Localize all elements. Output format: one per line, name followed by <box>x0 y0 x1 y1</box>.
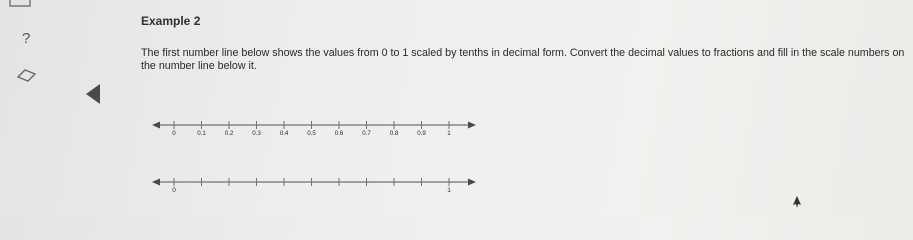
decimal-line-left-arrow <box>152 122 160 129</box>
decimal-line-right-arrow <box>468 122 476 129</box>
mouse-pointer-icon <box>792 196 802 208</box>
decimal-line-tick-label: 0.7 <box>362 130 371 137</box>
decimal-line-tick-label: 0.4 <box>279 130 289 137</box>
fraction-line-left-arrow <box>152 179 160 186</box>
decimal-line-tick-label: 0.3 <box>252 130 261 137</box>
decimal-line-tick-label: 0.1 <box>197 130 206 137</box>
exercise-instructions: The first number line below shows the values from 0 to 1 scaled by tenths in decimal form. Convert the decimal values to fractions and fill in the scale numbers on the number line below it. <box>141 47 905 72</box>
decimal-line-tick-label: 1 <box>447 130 451 137</box>
fraction-line-right-arrow <box>468 179 476 186</box>
fraction-line-tick-label: 1 <box>447 187 451 194</box>
fraction-line-tick-label: 0 <box>172 187 176 194</box>
decimal-line-tick-label: 0.8 <box>389 130 399 137</box>
decimal-line-tick-label: 0.2 <box>224 130 234 137</box>
decimal-line-tick-label: 0.9 <box>417 130 426 137</box>
decimal-line-tick-label: 0.5 <box>307 130 316 137</box>
exercise-title: Example 2 <box>141 14 201 28</box>
question-mark-icon[interactable]: ? <box>22 30 31 47</box>
decimal-line-tick-label: 0.6 <box>334 130 344 137</box>
decimal-line-tick-label: 0 <box>172 130 176 137</box>
